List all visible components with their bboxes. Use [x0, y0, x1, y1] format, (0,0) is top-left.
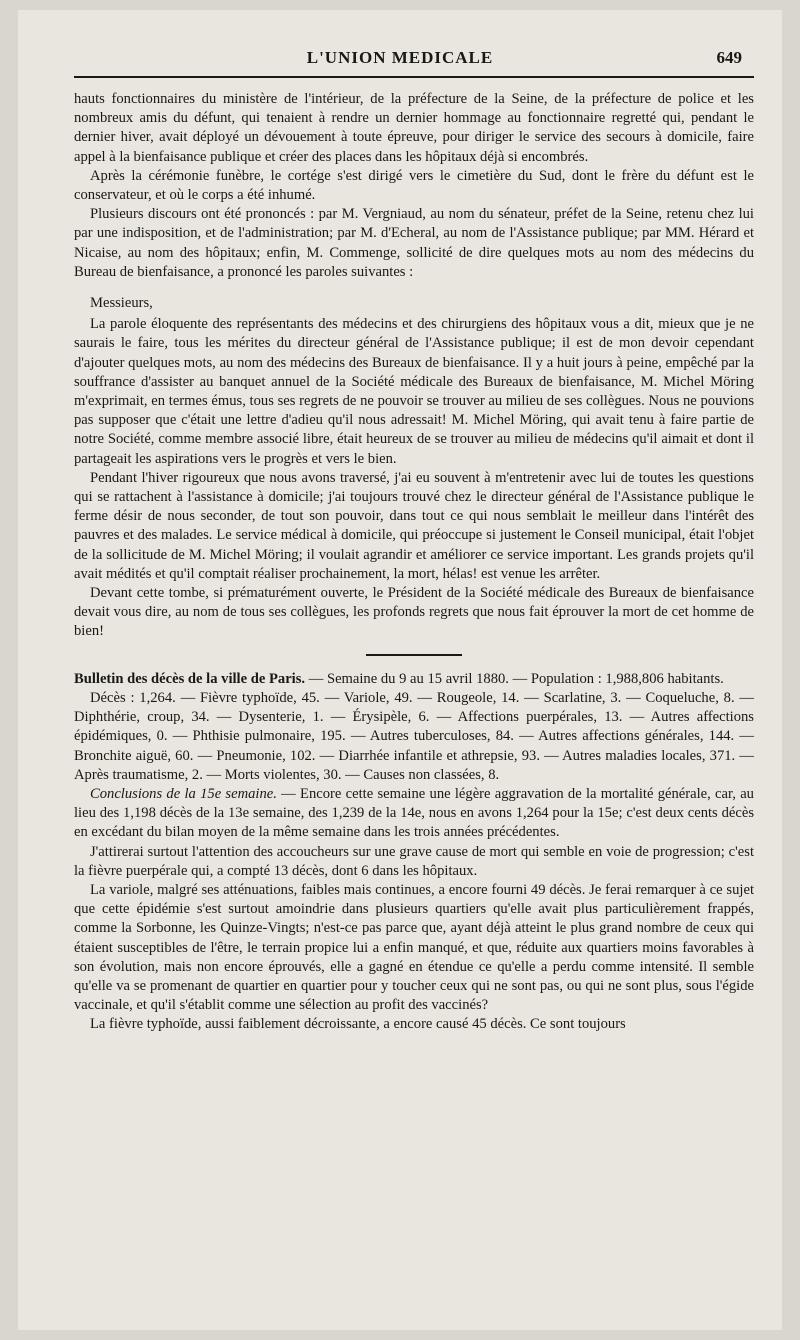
- bulletin-stats: Décès : 1,264. — Fièvre typhoïde, 45. — Variole, 49. — Rougeole, 14. — Scarlatine, 3. — Coqueluche, 8. — Diphthérie, croup, 34. — Dysenterie, 1. — Érysipèle, 6. — Affections puerpérales, 13. — Autres affections épidémiques, 0. — Phthisie pulmonaire, 195. — Autres tuberculoses, 84. — Autres affections générales, 144. — Bronchite aiguë, 60. — Pneumonie, 102. — Diarrhée infantile et athrepsie, 93. — Autres maladies locales, 371. — Après traumatisme, 2. — Morts violentes, 30. — Causes non classées, 8.: [74, 689, 754, 783]
- journal-page: [18, 10, 782, 1330]
- speech-paragraph-1: La parole éloquente des représentants des médecins et des chirurgiens des hôpitaux vous a dit, mieux que je ne saurais le faire, tous les mérites du directeur général de l'Assistance publique; il est de mon devoir cependant d'ajouter quelques mots, au nom des médecins des Bureaux de bienfaisance. Il y a huit jours à peine, empêché par la souffrance d'assister au banquet annuel de la Société médicale des Bureaux de bienfaisance, M. Michel Möring m'exprimait, en termes émus, tous ses regrets de ne pouvoir se trouver au milieu de ses collègues. Nous ne pouvions pas supposer que c'était une lettre d'adieu qu'il nous adressait! M. Michel Möring, qui avait tenu à faire partie de notre Société, comme membre associé libre, était heureux de se trouver au milieu de médecins qu'il aimait et dont il partageait les aspirations vers le progrès et vers le bien.: [74, 316, 754, 467]
- bulletin-heading: [74, 670, 754, 689]
- bulletin-title: Bulletin des décès de la ville de Paris.: [74, 670, 306, 687]
- running-title: L'UNION MEDICALE: [306, 48, 494, 67]
- speech-paragraph-2: Pendant l'hiver rigoureux que nous avons traversé, j'ai eu souvent à m'entretenir avec lui de toutes les questions qui se rattachent à l'assistance à domicile; j'ai toujours trouvé chez le directeur général de l'Assistance publique le ferme désir de nous seconder, de tout son pouvoir, dans tout ce qui nous semblait le meilleur dans l'intérêt des pauvres et des malades. Le service médical à domicile, qui préoccupe si justement le Conseil municipal, était l'objet de la sollicitude de M. Michel Möring; il voulait agrandir et améliorer ce service important. Les grands projets qu'il avait médités et qu'il comptait réaliser prochainement, la mort, hélas! est venue les arrêter.: [74, 469, 754, 582]
- section-divider: [366, 654, 462, 656]
- bulletin-intro: — Semaine du 9 au 15 avril 1880. — Population : 1,988,806 habitants.: [305, 670, 724, 687]
- paragraph-accoucheurs: J'attirerai surtout l'attention des accoucheurs sur une grave cause de mort qui semble en voie de progression; c'est la fièvre puerpérale qui, a compté 13 décès, dont 6 dans les hôpitaux.: [74, 843, 754, 879]
- header-rule: [74, 76, 754, 78]
- article-body: [74, 90, 754, 1035]
- paragraph-typhoide: La fièvre typhoïde, aussi faiblement décroissante, a encore causé 45 décès. Ce sont toujours: [90, 1016, 626, 1033]
- paragraph-funeral-attendees: hauts fonctionnaires du ministère de l'intérieur, de la préfecture de la Seine, de la préfecture de police et les nombreux amis du défunt, qui tenaient à rendre un dernier hommage au fonctionnaire regretté qui, pendant le dernier hiver, avait déployé un dévouement à toute épreuve, pour diriger le service des secours à domicile, faire appel à la bienfaisance publique et créer des places dans les hôpitaux déjà si encombrés.: [74, 91, 754, 165]
- page-number: 649: [716, 48, 742, 67]
- paragraph-discours: Plusieurs discours ont été prononcés : par M. Vergniaud, au nom du sénateur, préfet de la Seine, retenu chez lui par une indisposition, et de l'administration; par M. d'Echeral, au nom de l'Assistance publique; par MM. Hérard et Nicaise, au nom des hôpitaux; enfin, M. Commenge, sollicité de dire quelques mots au nom des médecins du Bureau de bienfaisance, a prononcé les paroles suivantes :: [74, 206, 754, 280]
- conclusions-label: Conclusions de la 15e semaine.: [90, 785, 277, 802]
- conclusions-text: — Encore cette semaine une légère aggravation de la mortalité générale, car, au lieu des 1,198 décès de la 13e semaine, des 1,239 de la 14e, nous en avons 1,264 pour la 15e; c'est deux cents décès en excédant du bilan moyen de la même semaine dans les trois années précédentes.: [74, 785, 754, 841]
- paragraph-cortege: Après la cérémonie funèbre, le cortége s'est dirigé vers le cimetière du Sud, dont le frère du défunt est le conservateur, et où le corps a été inhumé.: [74, 167, 754, 204]
- speech-paragraph-3: Devant cette tombe, si prématurément ouverte, le Président de la Société médicale des Bureaux de bienfaisance devait vous dire, au nom de tous ses collègues, les profonds regrets que nous fait éprouver la mort de cet homme de bien!: [74, 585, 754, 640]
- bulletin-conclusions: [74, 785, 754, 843]
- paragraph-variole: La variole, malgré ses atténuations, faibles mais continues, a encore fourni 49 décès. Je ferai remarquer à ce sujet que cette épidémie s'est surtout amoindrie dans plusieurs quartiers qu'elle avait plus particulièrement frappés, comme la Sorbonne, les Quinze-Vingts; n'est-ce pas parce que, ayant déjà atteint le plus grand nombre de ceux qui étaient susceptibles de l'être, le terrain propice lui a enfin manqué, et que, réduite aux quartiers moins favorables à son évolution, mais non encore éprouvés, elle a gagné en étendue ce qu'elle a perdu comme intensité. Il semble qu'elle va se promenant de quartier en quartier pour y toucher ceux qui ne sont pas, ou qui ne sont plus, sous l'égide vaccinale, et qu'il s'établit comme une sélection au profit des vaccinés?: [74, 881, 754, 1014]
- speech-salutation: Messieurs,: [90, 295, 153, 312]
- page-header: [18, 48, 782, 78]
